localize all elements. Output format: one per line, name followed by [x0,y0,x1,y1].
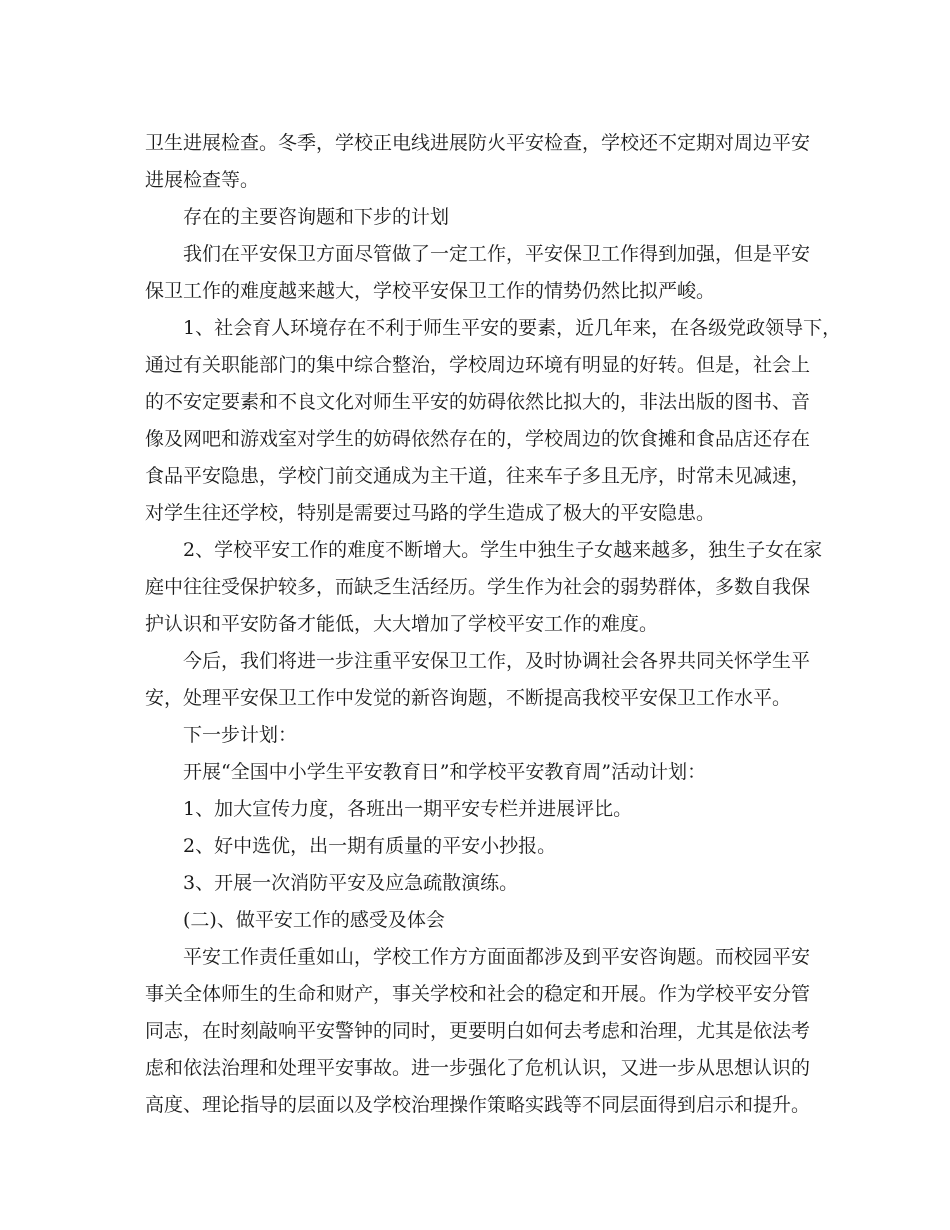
section-heading: (二)、做平安工作的感受及体会 [183,909,445,931]
text-line: 今后，我们将进一步注重平安保卫工作，及时协调社会各界共同关怀学生平 [183,650,811,672]
text-line: 的不安定要素和不良文化对师生平安的妨碍依然比拟大的，非法出版的图书、音 [145,391,811,413]
text-line: 我们在平安保卫方面尽管做了一定工作，平安保卫工作得到加强，但是平安 [183,243,811,265]
text-line: 安，处理平安保卫工作中发觉的新咨询题，不断提高我校平安保卫工作水平。 [145,687,792,709]
text-line: 高度、理论指导的层面以及学校治理操作策略实践等不同层面得到启示和提升。 [145,1094,811,1116]
text-line: 像及网吧和游戏室对学生的妨碍依然存在的，学校周边的饮食摊和食品店还存在 [145,428,811,450]
list-item: 1、加大宣传力度，各班出一期平安专栏并进展评比。 [183,798,633,820]
text-line: 保卫工作的难度越来越大，学校平安保卫工作的情势仍然比拟严峻。 [145,280,716,302]
list-item: 2、好中选优，出一期有质量的平安小抄报。 [183,835,557,857]
text-line: 食品平安隐患，学校门前交通成为主干道，往来车子多且无序，时常未见减速， [145,465,811,487]
text-line: 对学生往还学校，特别是需要过马路的学生造成了极大的平安隐患。 [145,502,716,524]
text-line: 事关全体师生的生命和财产，事关学校和社会的稳定和开展。作为学校平安分管 [145,983,811,1005]
text-line: 1、社会育人环境存在不利于师生平安的要素，近几年来，在各级党政领导下， [183,317,842,339]
text-line: 开展“全国中小学生平安教育日”和学校平安教育周”活动计划： [183,761,707,783]
text-line: 卫生进展检查。冬季，学校正电线进展防火平安检查，学校还不定期对周边平安 [145,132,811,154]
text-line: 庭中往往受保护较多，而缺乏生活经历。学生作为社会的弱势群体，多数自我保 [145,576,811,598]
text-line: 进展检查等。 [145,169,260,191]
text-line: 2、学校平安工作的难度不断增大。学生中独生子女越来越多，独生子女在家 [183,539,823,561]
text-line: 虑和依法治理和处理平安事故。进一步强化了危机认识，又进一步从思想认识的 [145,1057,811,1079]
text-line: 同志，在时刻敲响平安警钟的同时，更要明白如何去考虑和治理，尤其是依法考 [145,1020,811,1042]
text-line: 护认识和平安防备才能低，大大增加了学校平安工作的难度。 [145,613,659,635]
list-item: 3、开展一次消防平安及应急疏散演练。 [183,872,519,894]
text-line: 平安工作责任重如山，学校工作方方面面都涉及到平安咨询题。而校园平安 [183,946,811,968]
section-heading: 下一步计划： [183,724,298,746]
text-line: 通过有关职能部门的集中综合整治，学校周边环境有明显的好转。但是，社会上 [145,354,811,376]
section-heading: 存在的主要咨询题和下步的计划 [183,206,450,228]
